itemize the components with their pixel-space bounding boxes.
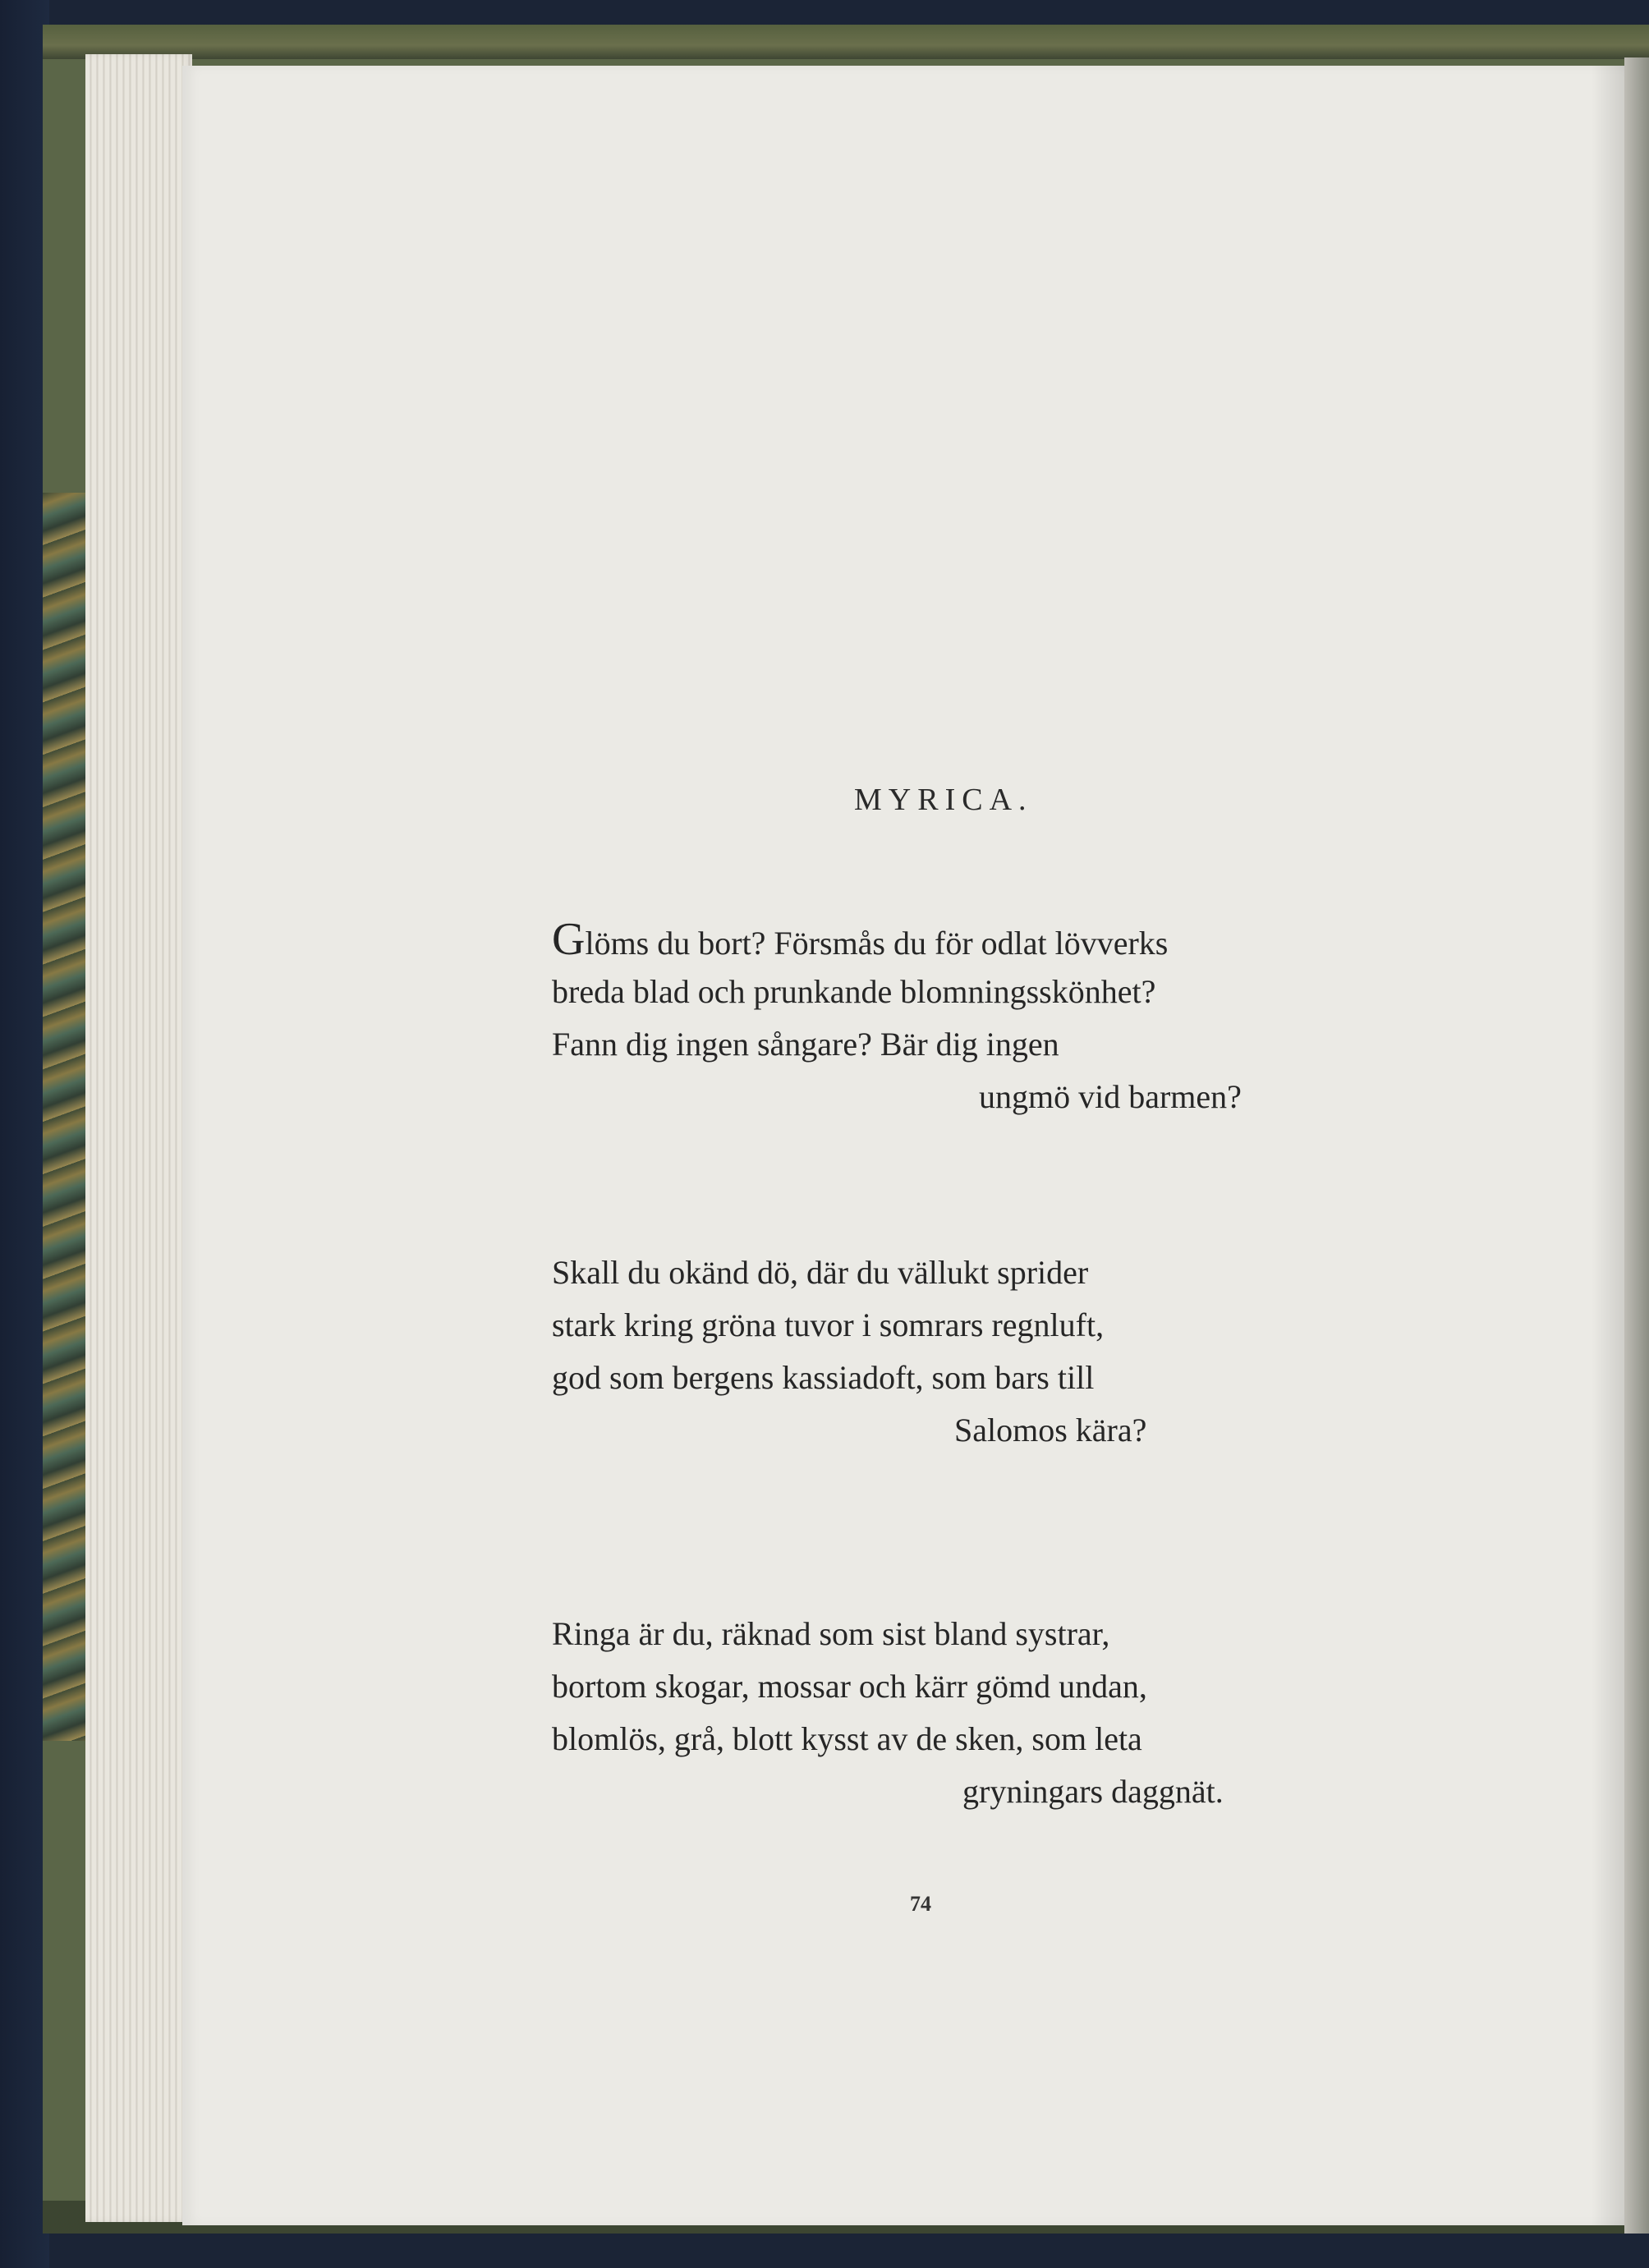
drop-cap: G <box>552 914 586 965</box>
poem-title: MYRICA. <box>854 783 1033 817</box>
stanza-2 <box>552 1246 1373 1457</box>
poem-line: Ringa är du, räknad som sist bland systrar, <box>552 1615 1110 1652</box>
poem-line: breda blad och prunkande blomningsskönhet? <box>552 973 1156 1010</box>
marbled-spine <box>43 493 92 1741</box>
poem-line: stark kring gröna tuvor i somrars regnluft, <box>552 1306 1105 1343</box>
page-gutter-shade <box>1592 66 1624 2225</box>
poem-line: Salomos kära? <box>954 1412 1147 1448</box>
page-number: 74 <box>910 1892 931 1916</box>
poem-line: bortom skogar, mossar och kärr gömd undan, <box>552 1668 1147 1705</box>
poem-line: blomlös, grå, blott kysst av de sken, som leta <box>552 1720 1142 1757</box>
poem-line <box>552 913 1373 966</box>
stanza-1 <box>552 913 1373 1123</box>
poem-line: gryningars daggnät. <box>962 1773 1224 1810</box>
poem-line: god som bergens kassiadoft, som bars till <box>552 1359 1095 1396</box>
poem-line: Fann dig ingen sångare? Bär dig ingen <box>552 1026 1059 1063</box>
book-page <box>182 66 1624 2225</box>
stanza-3 <box>552 1608 1373 1818</box>
poem-line: ungmö vid barmen? <box>979 1078 1242 1115</box>
page-edges <box>85 54 192 2222</box>
cover-right-edge <box>1624 57 1649 2234</box>
poem-line: Skall du okänd dö, där du vällukt sprider <box>552 1254 1089 1291</box>
poem-line-text: löms du bort? Försmås du för odlat lövverks <box>585 925 1169 962</box>
background <box>0 0 49 2268</box>
cover-top-edge <box>43 25 1649 59</box>
